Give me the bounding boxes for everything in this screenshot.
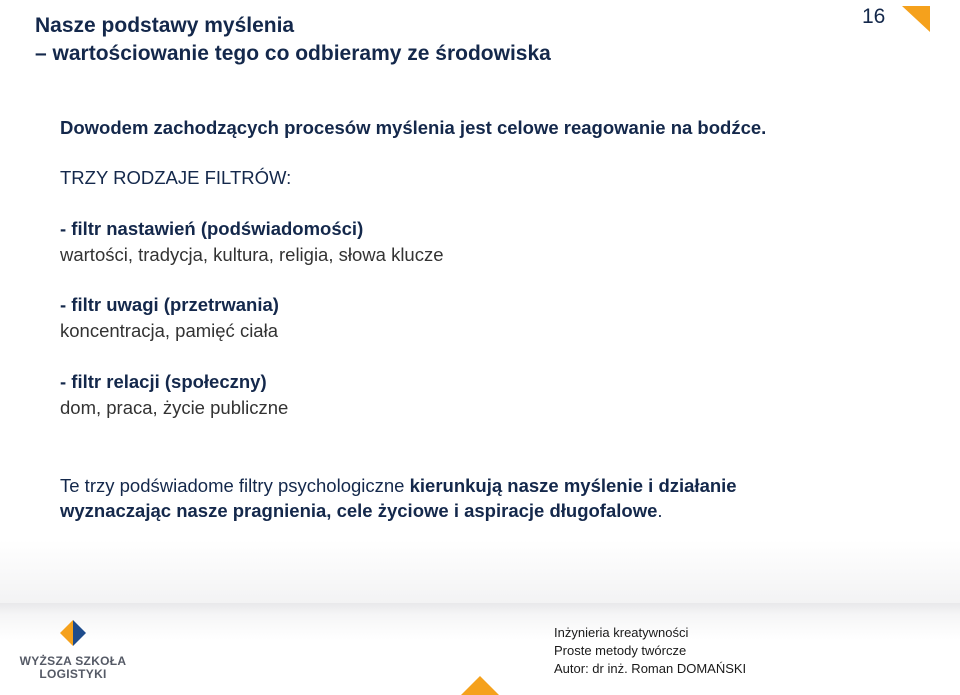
logo-line-1: WYŻSZA SZKOŁA [19, 654, 127, 668]
slide-title [35, 12, 551, 68]
title-line-2: – wartościowanie tego co odbieramy ze środowiska [35, 42, 551, 65]
footer-info-line-3: Autor: dr inż. Roman DOMAŃSKI [554, 661, 747, 676]
title-line-1: Nasze podstawy myślenia [35, 14, 295, 37]
footer-info-line-1: Inżynieria kreatywności [554, 625, 689, 640]
logo-line-2: LOGISTYKI [39, 667, 107, 681]
summary-line-1 [60, 474, 737, 498]
filter-3-name: - filtr relacji (społeczny) [60, 371, 267, 392]
filter-2-examples: koncentracja, pamięć ciała [60, 320, 278, 341]
filter-1-name: - filtr nastawień (podświadomości) [60, 218, 364, 239]
footer-info [554, 624, 746, 678]
summary-part-3: wyznaczając nasze pragnienia, cele życiowe i aspiracje długofalowe [60, 500, 658, 521]
summary-line-2 [60, 499, 663, 523]
summary-part-2: kierunkują nasze myślenie i działanie [409, 475, 737, 496]
school-logo [18, 618, 128, 681]
shadow-band [0, 540, 960, 603]
corner-triangle-icon [902, 6, 930, 32]
filter-3-examples: dom, praca, życie publiczne [60, 397, 289, 418]
filter-2-name: - filtr uwagi (przetrwania) [60, 294, 279, 315]
filter-1-examples: wartości, tradycja, kultura, religia, słowa klucze [60, 244, 444, 265]
page-number: 16 [862, 5, 886, 28]
footer-info-line-2: Proste metody twórcze [554, 643, 687, 658]
summary-part-4: . [657, 500, 663, 521]
filters-heading: TRZY RODZAJE FILTRÓW: [60, 167, 292, 188]
summary-part-1: Te trzy podświadome filtry psychologiczne [60, 475, 410, 496]
logo-emblem-icon [18, 618, 128, 650]
intro-text: Dowodem zachodzących procesów myślenia jest celowe reagowanie na bodźce. [60, 117, 767, 138]
bottom-triangle-icon [461, 676, 499, 695]
